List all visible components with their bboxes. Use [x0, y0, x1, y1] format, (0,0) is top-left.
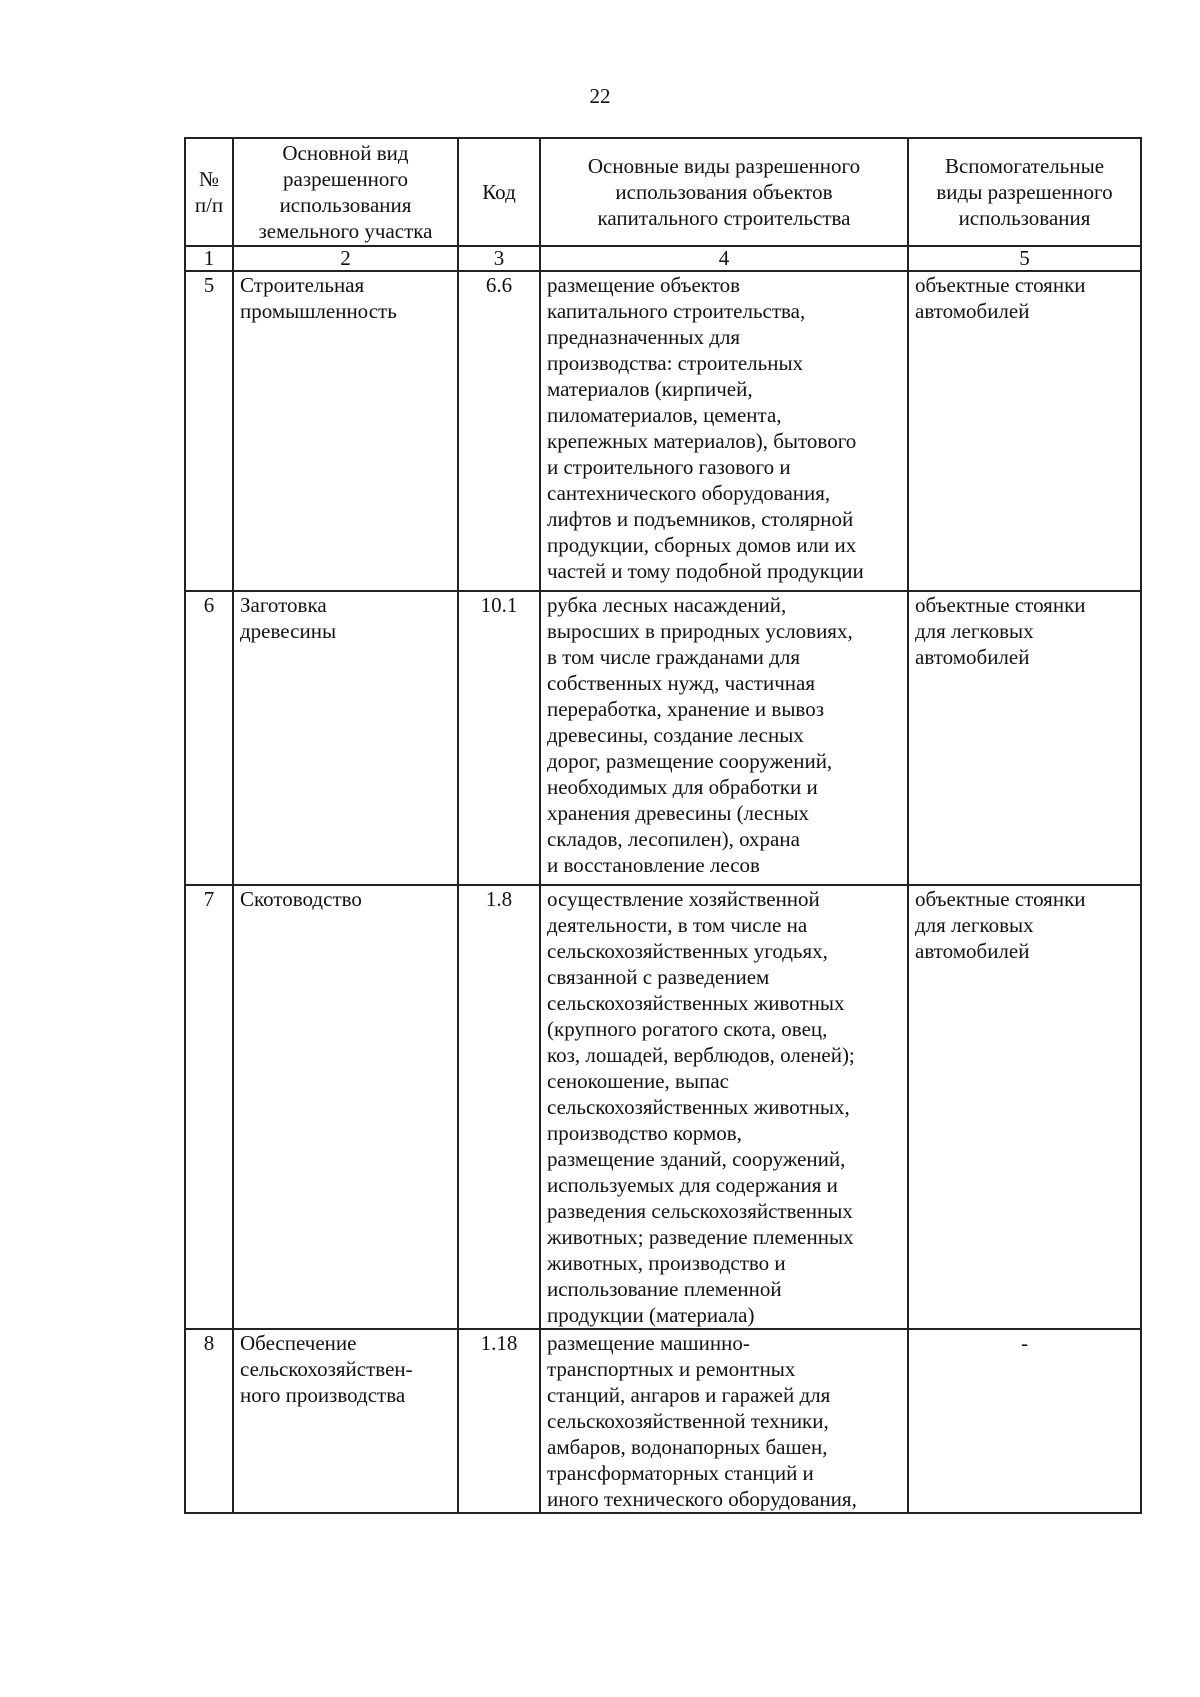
table-row	[185, 1329, 1141, 1513]
auxiliary-use: -	[908, 1329, 1141, 1513]
page-number: 22	[589, 84, 611, 108]
header-main-construction-use: Основные виды разрешенного использования объектов капитального строительства	[540, 138, 908, 246]
column-number: 1	[185, 246, 233, 271]
land-use-name: Заготовка древесины	[233, 591, 458, 885]
column-number-row	[185, 246, 1141, 271]
main-construction-use: осуществление хозяйственной деятельности, в том числе на сельскохозяйственных угодьях, связанной с разведением сельскохозяйственных животных (крупного рогатого скота, овец, коз, лошадей, верблюдов, оленей); сенокошение, выпас сельскохозяйственных животных, производство кормов, размещение зданий, сооружений, используемых для содержания и разведения сельскохозяйственных животных; разведение племенных животных, производство и использование племенной продукции (материала)	[540, 885, 908, 1329]
column-number: 5	[908, 246, 1141, 271]
header-number: № п/п	[185, 138, 233, 246]
land-use-name: Скотоводство	[233, 885, 458, 1329]
land-use-code: 1.18	[458, 1329, 540, 1513]
column-number: 3	[458, 246, 540, 271]
row-number: 6	[185, 591, 233, 885]
main-construction-use: размещение машинно- транспортных и ремонтных станций, ангаров и гаражей для сельскохозяйственной техники, амбаров, водонапорных башен, трансформаторных станций и иного технического оборудования,	[540, 1329, 908, 1513]
land-use-name: Обеспечение сельскохозяйствен- ного производства	[233, 1329, 458, 1513]
land-use-code: 10.1	[458, 591, 540, 885]
column-number: 4	[540, 246, 908, 271]
row-number: 7	[185, 885, 233, 1329]
main-construction-use: размещение объектов капитального строительства, предназначенных для производства: строительных материалов (кирпичей, пиломатериалов, цемента, крепежных материалов), бытового и строительного газового и сантехнического оборудования, лифтов и подъемников, столярной продукции, сборных домов или их частей и тому подобной продукции	[540, 271, 908, 591]
header-main-land-use: Основной вид разрешенного использования земельного участка	[233, 138, 458, 246]
table-header-row	[185, 138, 1141, 246]
land-use-code: 1.8	[458, 885, 540, 1329]
land-use-name: Строительная промышленность	[233, 271, 458, 591]
main-construction-use: рубка лесных насаждений, выросших в природных условиях, в том числе гражданами для собственных нужд, частичная переработка, хранение и вывоз древесины, создание лесных дорог, размещение сооружений, необходимых для обработки и хранения древесины (лесных складов, лесопилен), охрана и восстановление лесов	[540, 591, 908, 885]
table-row	[185, 591, 1141, 885]
land-use-table	[184, 137, 1142, 1514]
header-auxiliary-use: Вспомогательные виды разрешенного использования	[908, 138, 1141, 246]
row-number: 8	[185, 1329, 233, 1513]
column-number: 2	[233, 246, 458, 271]
row-number: 5	[185, 271, 233, 591]
auxiliary-use: объектные стоянки для легковых автомобилей	[908, 591, 1141, 885]
table-row	[185, 885, 1141, 1329]
header-code: Код	[458, 138, 540, 246]
land-use-code: 6.6	[458, 271, 540, 591]
auxiliary-use: объектные стоянки автомобилей	[908, 271, 1141, 591]
table-row	[185, 271, 1141, 591]
auxiliary-use: объектные стоянки для легковых автомобилей	[908, 885, 1141, 1329]
